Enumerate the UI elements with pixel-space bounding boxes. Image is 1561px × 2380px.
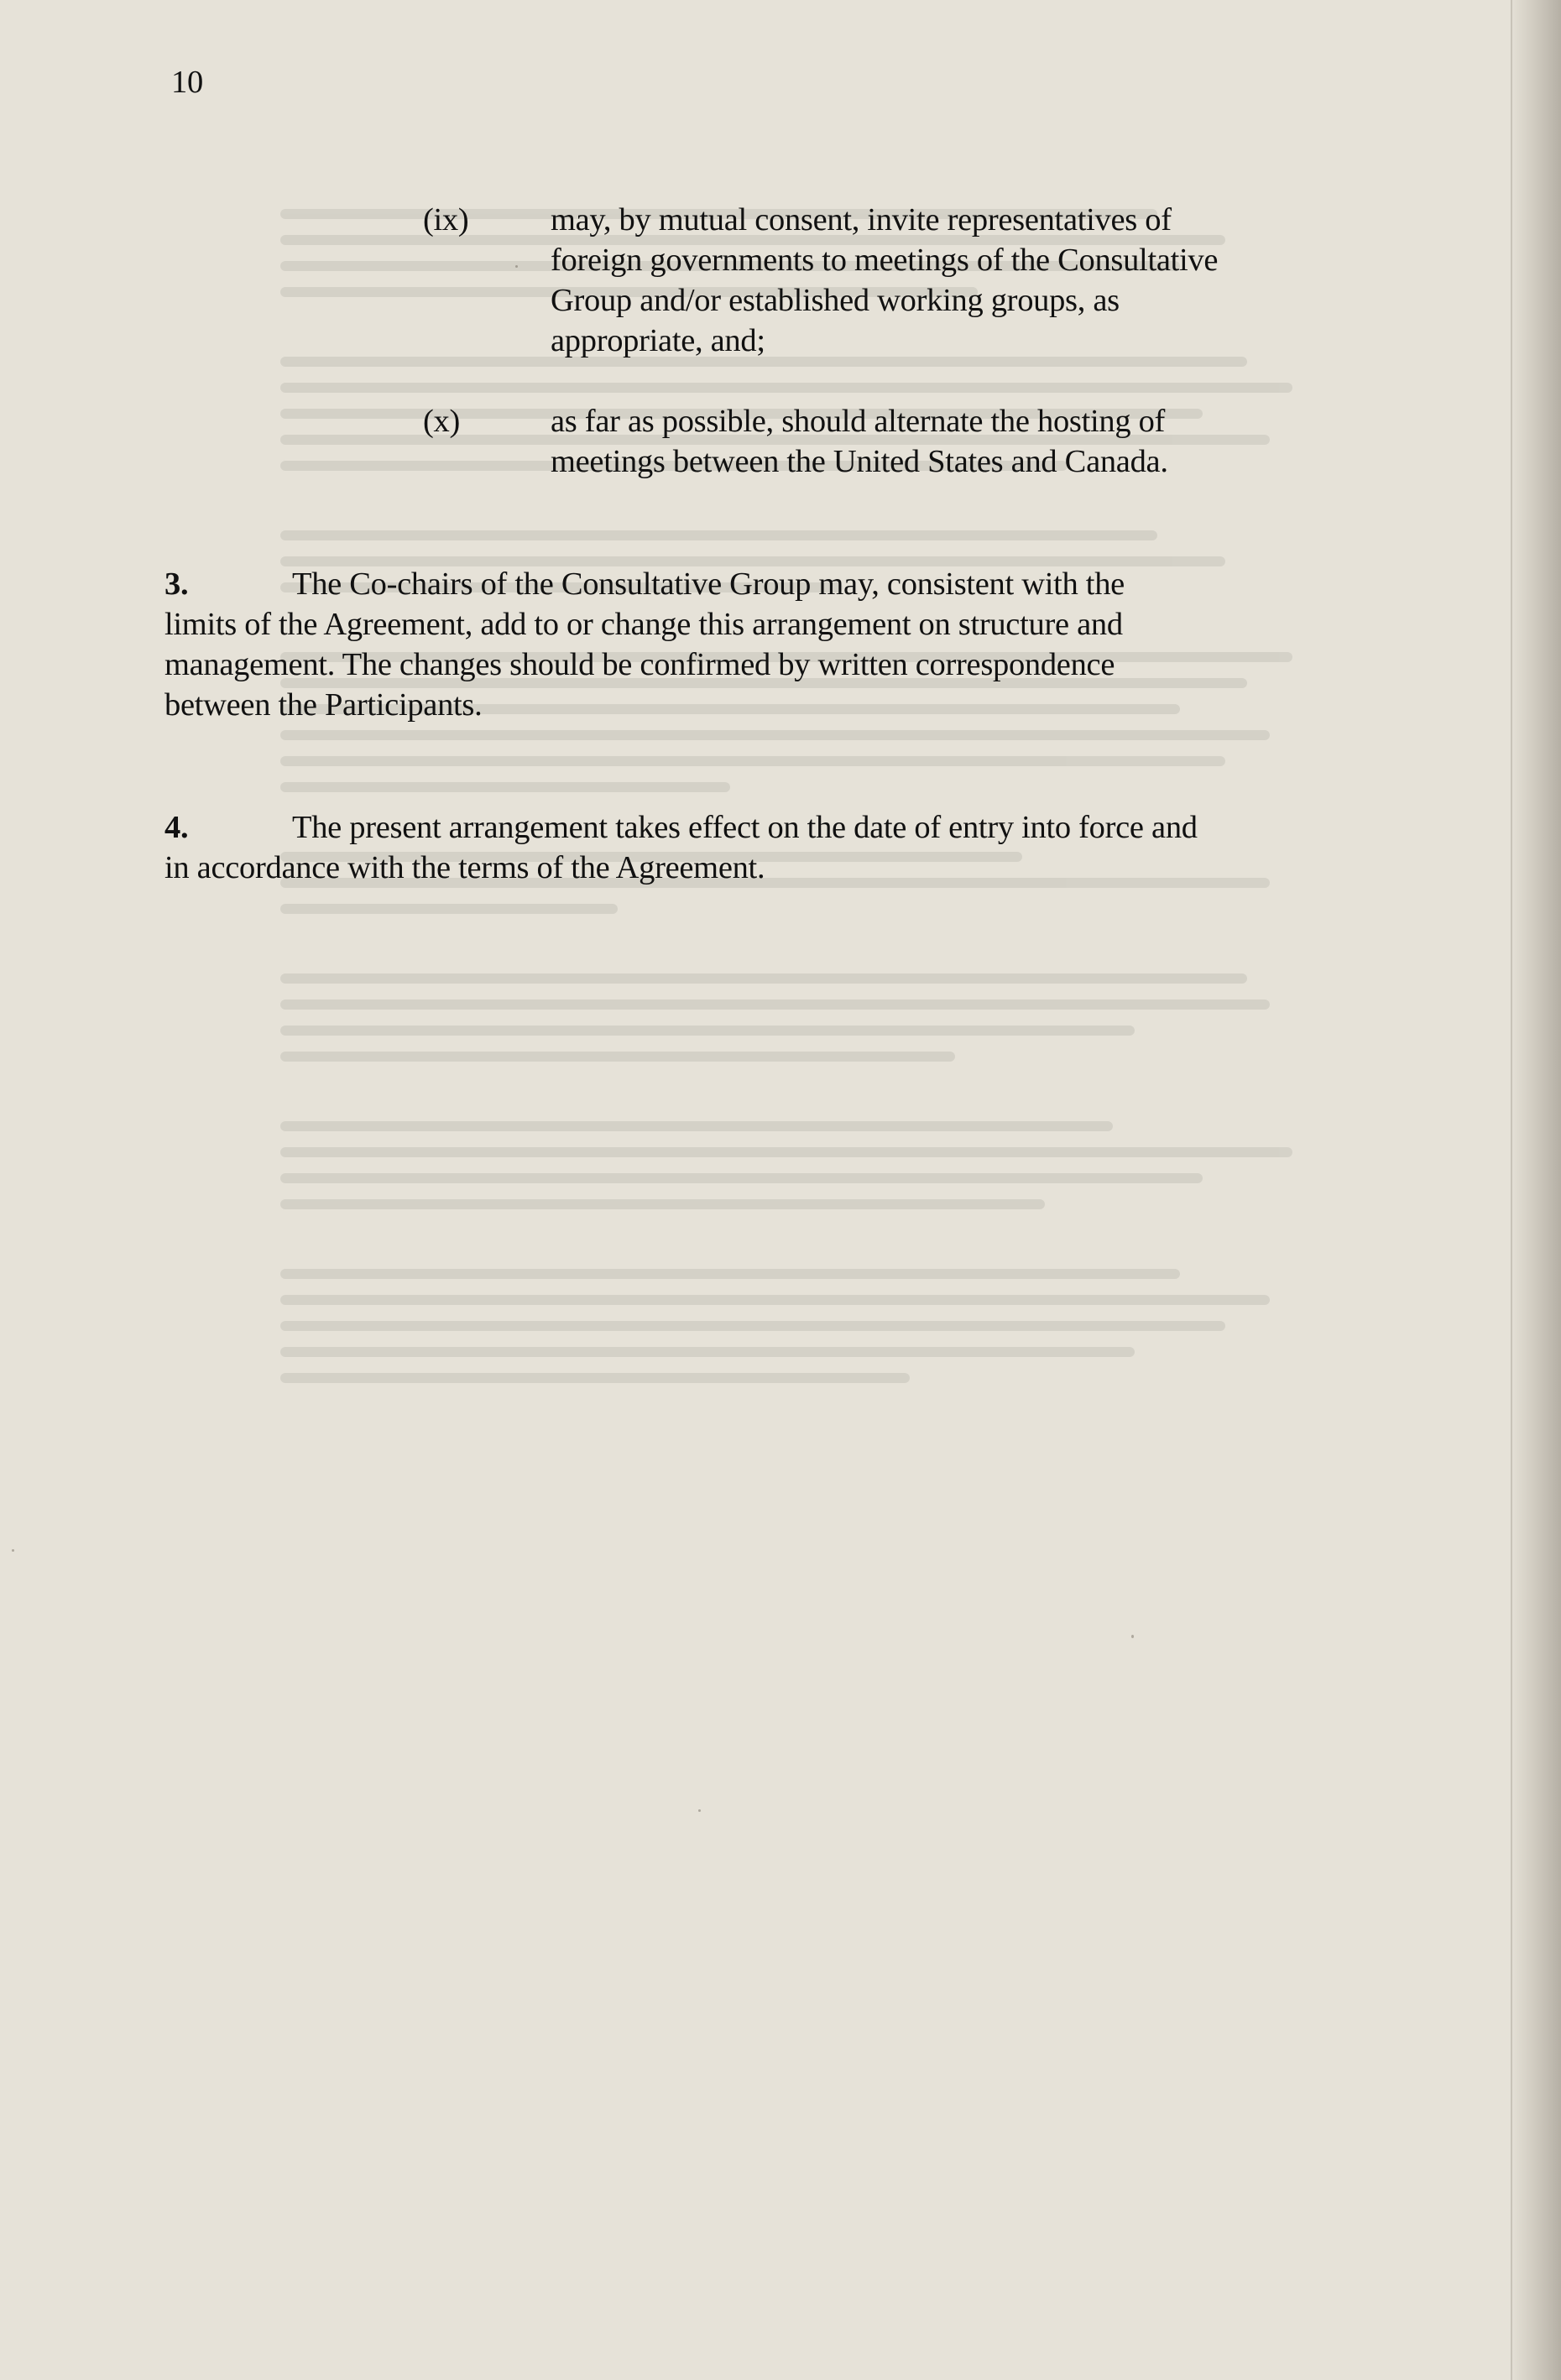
text-line: as far as possible, should alternate the hosting of (551, 404, 1166, 439)
text-line-content: The present arrangement takes effect on the date of entry into force and (292, 810, 1198, 845)
text-line: in accordance with the terms of the Agreement. (164, 850, 765, 885)
page-number: 10 (171, 65, 203, 100)
text-line: meetings between the United States and Canada. (551, 444, 1168, 479)
text-line: foreign governments to meetings of the Consultative (551, 243, 1219, 278)
paragraph-4 (164, 807, 1339, 888)
paper-speck (12, 1549, 14, 1552)
text-line (164, 807, 1339, 848)
text-line: management. The changes should be confirmed by written correspondence (164, 647, 1115, 682)
list-item-marker: (ix) (423, 202, 469, 237)
text-line: between the Participants. (164, 687, 483, 723)
list-item-body (551, 401, 1331, 482)
text-line: Group and/or established working groups, as (551, 283, 1120, 318)
paper-speck (515, 265, 518, 268)
list-item-body (551, 200, 1331, 361)
text-line-content: The Co-chairs of the Consultative Group may, consistent with the (292, 566, 1125, 602)
reverse-page-bleed-through (168, 193, 1292, 2123)
text-line (164, 564, 1339, 604)
paragraph-number: 3. (164, 566, 189, 602)
paragraph-3 (164, 564, 1339, 725)
paper-speck (1131, 1635, 1134, 1638)
text-line: may, by mutual consent, invite representatives of (551, 202, 1172, 237)
list-item-marker: (x) (423, 404, 460, 439)
text-line: appropriate, and; (551, 323, 765, 358)
paragraph-number: 4. (164, 810, 189, 845)
paper-speck (698, 1809, 701, 1812)
binding-edge-shadow (1509, 0, 1561, 2380)
text-line: limits of the Agreement, add to or change this arrangement on structure and (164, 607, 1123, 642)
